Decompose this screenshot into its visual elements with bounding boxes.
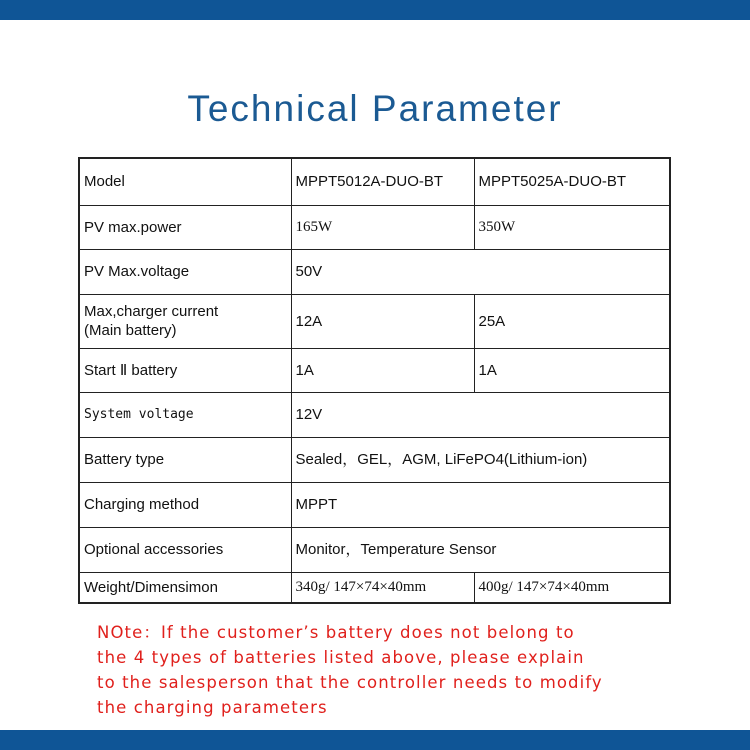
value-max-charger-current-1: 12A <box>291 294 474 348</box>
label-max-charger-current-line2: (Main battery) <box>84 322 177 339</box>
label-optional-accessories: Optional accessories <box>79 527 291 572</box>
value-weight-dimension-2: 400g/ 147×74×40mm <box>474 572 670 603</box>
table-row-optional-accessories <box>79 527 670 572</box>
label-pv-max-voltage: PV Max.voltage <box>79 249 291 294</box>
table-row-max-charger-current <box>79 294 670 348</box>
label-charging-method: Charging method <box>79 482 291 527</box>
value-system-voltage: 12V <box>291 392 670 437</box>
page-title: Technical Parameter <box>187 88 563 129</box>
note-text <box>97 620 737 720</box>
value-weight-dimension-1: 340g/ 147×74×40mm <box>291 572 474 603</box>
table-row-charging-method <box>79 482 670 527</box>
value-model-2: MPPT5025A-DUO-BT <box>474 158 670 205</box>
parameter-table <box>78 157 671 604</box>
table-row-pv-max-power <box>79 205 670 249</box>
value-pv-max-voltage: 50V <box>291 249 670 294</box>
label-start-battery: Start Ⅱ battery <box>79 348 291 392</box>
note-line-3: to the salesperson that the controller needs to modify <box>97 673 603 692</box>
top-band <box>0 0 750 20</box>
value-pv-max-power-2: 350W <box>474 205 670 249</box>
label-max-charger-current <box>79 294 291 348</box>
value-charging-method: MPPT <box>291 482 670 527</box>
value-optional-accessories: Monitor，Temperature Sensor <box>291 527 670 572</box>
table-row-system-voltage <box>79 392 670 437</box>
note-line-4: the charging parameters <box>97 698 328 717</box>
label-max-charger-current-line1: Max,charger current <box>84 303 219 320</box>
value-start-battery-1: 1A <box>291 348 474 392</box>
label-pv-max-power: PV max.power <box>79 205 291 249</box>
table-row-weight-dimension <box>79 572 670 603</box>
table-row-model <box>79 158 670 205</box>
value-start-battery-2: 1A <box>474 348 670 392</box>
value-max-charger-current-2: 25A <box>474 294 670 348</box>
table-row-battery-type <box>79 437 670 482</box>
label-system-voltage: System voltage <box>79 392 291 437</box>
note-line-1: NOte：If the customer’s battery does not belong to <box>97 623 575 642</box>
value-battery-type: Sealed，GEL，AGM, LiFePO4(Lithium-ion) <box>291 437 670 482</box>
value-model-1: MPPT5012A-DUO-BT <box>291 158 474 205</box>
bottom-band <box>0 730 750 750</box>
label-weight-dimension: Weight/Dimensimon <box>79 572 291 603</box>
note-line-2: the 4 types of batteries listed above, please explain <box>97 648 585 667</box>
label-battery-type: Battery type <box>79 437 291 482</box>
table-row-start-battery <box>79 348 670 392</box>
label-model: Model <box>79 158 291 205</box>
table-row-pv-max-voltage <box>79 249 670 294</box>
value-pv-max-power-1: 165W <box>291 205 474 249</box>
